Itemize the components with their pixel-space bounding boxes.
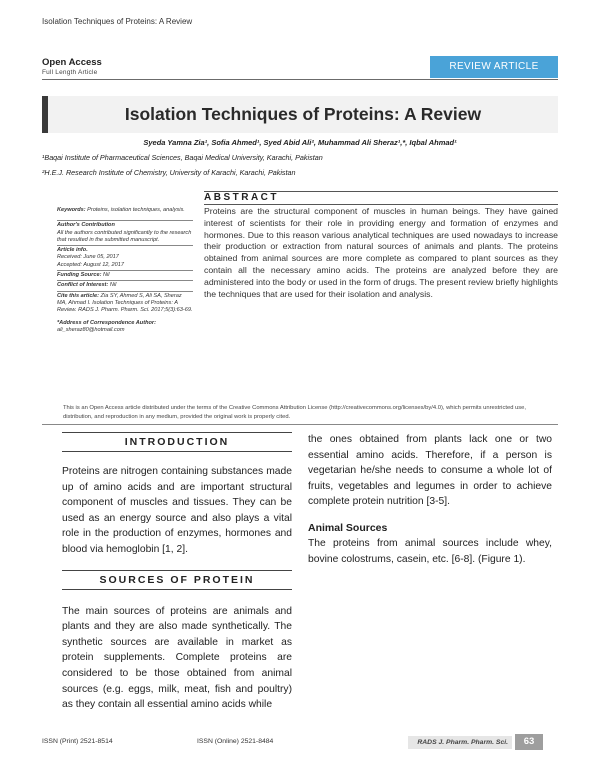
conflict-value: Nil: [109, 282, 117, 289]
article-info-sidebar: [57, 207, 193, 334]
journal-name: RADS J. Pharm. Pharm. Sci.: [408, 736, 512, 749]
animal-sources-heading: Animal Sources: [308, 521, 388, 534]
issn-print: ISSN (Print) 2521-8514: [42, 738, 113, 745]
introduction-text: Proteins are nitrogen containing substances made up of amino acids and are important structural component of muscles and tissues. They can be used as an energy source and also plays a vital role in the production of enzymes, hormones and blood via hemoglobin [1, 2].: [62, 466, 292, 555]
abstract-heading: ABSTRACT: [204, 191, 558, 205]
license-notice: This is an Open Access article distributed under the terms of the Creative Commons Attribution License (http://creativecommons.org/licenses/by/4.0), which permits unrestricted use, distribution, and reproduction in any medium, provided the original work is properly cited.: [63, 405, 526, 420]
title-box: [42, 96, 558, 133]
sidebar-divider: [57, 291, 193, 292]
affiliation-1: ¹Baqai Institute of Pharmaceutical Sciences, Baqai Medical University, Karachi, Pakistan: [42, 153, 323, 162]
animal-sources-text: The proteins from animal sources include whey, bovine colostrums, casein, etc. [6-8]. (Figure 1).: [308, 537, 552, 565]
article-title: Isolation Techniques of Proteins: A Review: [124, 104, 482, 124]
correspondence-email[interactable]: ali_sheraz80@hotmail.com: [57, 326, 125, 333]
correspondence-label: *Address of Correspondence Author:: [57, 319, 156, 326]
sources-heading: SOURCES OF PROTEIN: [62, 570, 292, 590]
contribution-label: Author's Contribution: [57, 222, 115, 229]
article-info-label: Article info.: [57, 247, 88, 254]
page-number: 63: [515, 734, 543, 750]
cite-label: Cite this article:: [57, 292, 99, 299]
license-divider: [42, 424, 558, 425]
running-head: Isolation Techniques of Proteins: A Review: [42, 17, 193, 26]
abstract-text: Proteins are the structural component of muscles in human beings. They have gained interest of scientists for their role in providing energy and formation of enzymes and hormones. Due to this reason various analytical techniques are used nowadays to increase their production or extraction from natural sources of animals and plants. The proteins obtained from animal sources are more complete as compared to plant sources as they contain all the necessary amino acids. The proteins are analyzed before they are administered into the body or used in the form of drugs. The present review briefly highlights the techniques that are used for their isolation and analysis.: [204, 206, 558, 299]
funding-source: [57, 272, 193, 279]
conflict-of-interest: [57, 282, 193, 289]
left-column: [62, 432, 292, 713]
sidebar-divider: [57, 270, 193, 271]
open-access-block: [42, 57, 102, 76]
right-column: [308, 432, 552, 567]
citation: [57, 293, 193, 315]
accepted-date: Accepted: August 12, 2017: [57, 261, 124, 268]
author-list: Syeda Yamna Zia¹, Sofia Ahmed¹, Syed Abid Ali², Muhammad Ali Sheraz¹,*, Iqbal Ahmad¹: [143, 138, 457, 147]
sidebar-divider: [57, 220, 193, 221]
sources-text: The main sources of proteins are animals and plants and they are also made synthetically. The synthetic sources are available in market as protein supplements. Complete proteins are considered to be those obtained from animal sources (e.g. eggs, milk, meat, fish and poultry) as they contain all essential amino acids while: [62, 605, 292, 711]
sidebar-divider: [57, 280, 193, 281]
header-divider: [42, 79, 558, 80]
contribution-text: All the authors contributed significantly to the research that resulted in the submitted manuscript.: [57, 229, 192, 243]
issn-online: ISSN (Online) 2521-8484: [197, 738, 274, 745]
article-kind-label: Full Length Article: [42, 69, 98, 76]
keywords-label: Keywords:: [57, 207, 86, 213]
funding-value: Nil: [103, 272, 110, 279]
introduction-heading: INTRODUCTION: [62, 432, 292, 452]
review-article-banner: REVIEW ARTICLE: [430, 56, 558, 78]
continuation-text: the ones obtained from plants lack one or two essential amino acids. Therefore, if a person is vegetarian he/she needs to consume a whole lot of fruits, vegetables and legumes in order to achieve complete protein nutrition [3-5].: [308, 434, 552, 508]
funding-label: Funding Source:: [57, 272, 102, 279]
keywords-text: Proteins, isolation techniques, analysis.: [87, 207, 185, 213]
keywords: [57, 207, 193, 214]
affiliation-2: ²H.E.J. Research Institute of Chemistry, University of Karachi, Karachi, Pakistan: [42, 168, 296, 177]
sidebar-divider: [57, 245, 193, 246]
open-access-label: Open Access: [42, 57, 102, 68]
received-date: Received: June 05, 2017: [57, 254, 119, 261]
cite-text: Zia SY, Ahmed S, Ali SA, Sheraz MA, Ahmad I. Isolation Techniques of Proteins: A Review. RADS J. Pharm. Pharm. Sci. 2017;5(3):63-69.: [57, 292, 193, 314]
conflict-label: Conflict of Interest:: [57, 282, 109, 289]
